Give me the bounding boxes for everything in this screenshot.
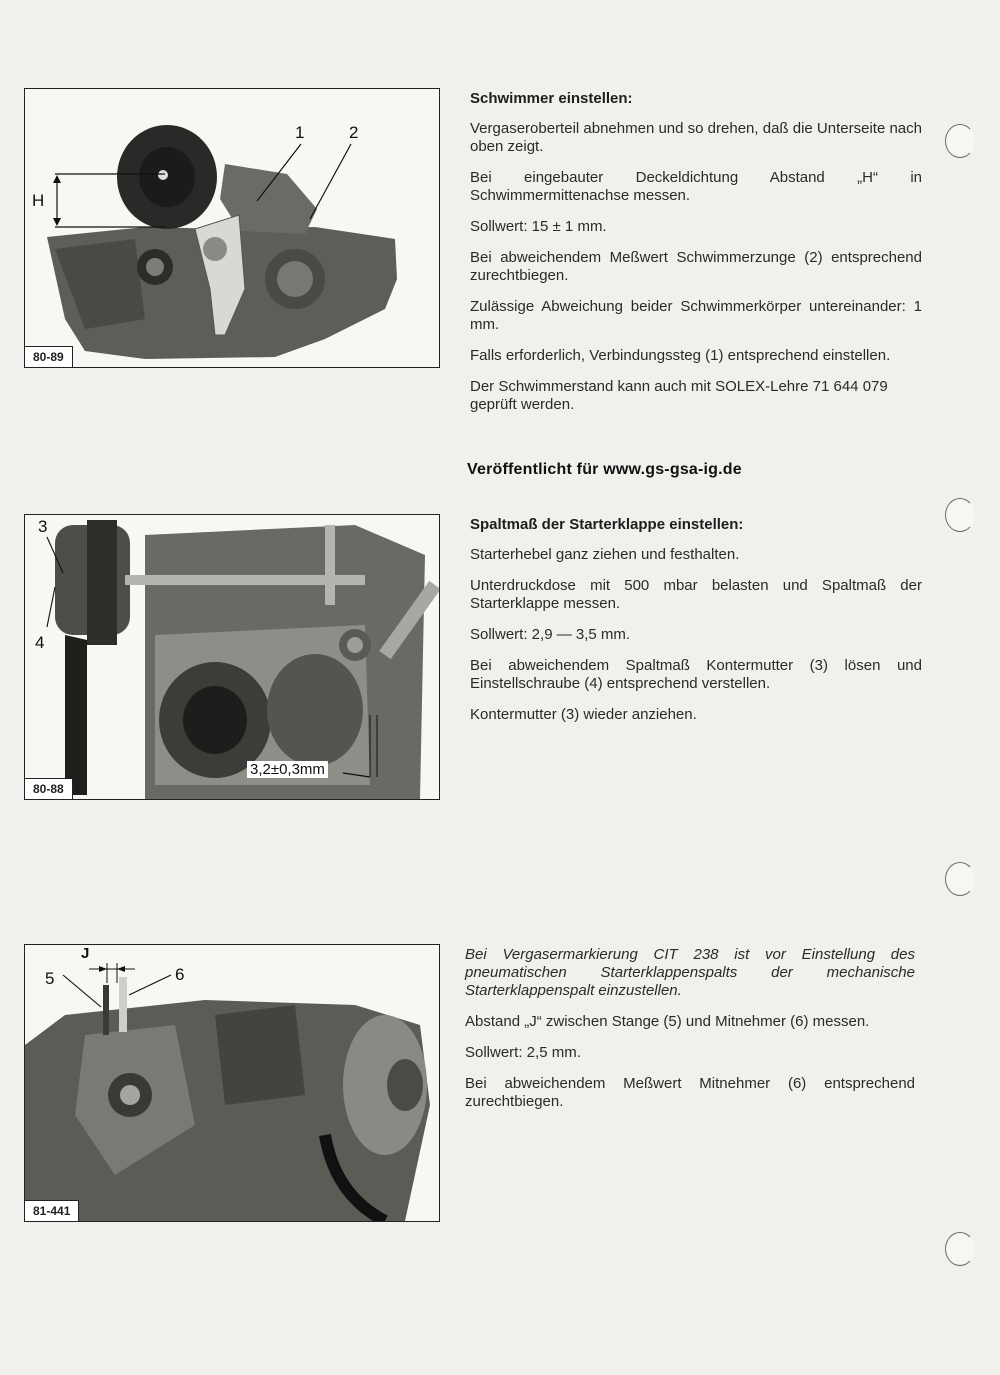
punch-hole-decor xyxy=(945,124,975,158)
paragraph: Der Schwimmerstand kann auch mit SOLEX-Lehre 71 644 079 geprüft werden. xyxy=(470,378,888,413)
callout-2: 2 xyxy=(349,123,359,142)
carburetor-photo-mechanical xyxy=(25,945,439,1221)
callout-1: 1 xyxy=(295,123,305,142)
figure-label-81-441: 81-441 xyxy=(24,1200,79,1222)
paragraph: Sollwert: 15 ± 1 mm. xyxy=(470,218,607,235)
italic-note: Bei Vergasermarkierung CIT 238 ist vor Einstellung des pneumatischen Starterklappenspalts der mechanische Starterklappenspalt einzustellen. xyxy=(465,946,915,999)
heading-float-adjustment: Schwimmer einstellen: xyxy=(470,90,633,107)
figure-mechanical-choke xyxy=(24,944,440,1222)
callout-h: H xyxy=(32,191,45,210)
paragraph: Sollwert: 2,9 — 3,5 mm. xyxy=(470,626,631,643)
paragraph: Kontermutter (3) wieder anziehen. xyxy=(470,706,697,723)
paragraph: Bei abweichendem Meßwert Mitnehmer (6) entsprechend zurechtbiegen. xyxy=(465,1075,915,1110)
figure-label-80-89: 80-89 xyxy=(24,346,73,368)
paragraph: Bei abweichendem Spaltmaß Kontermutter (3) lösen und Einstellschraube (4) entsprechend verstellen. xyxy=(470,657,922,692)
heading-choke-gap: Spaltmaß der Starterklappe einstellen: xyxy=(470,516,744,533)
publisher-note: Veröffentlicht für www.gs-gsa-ig.de xyxy=(467,461,742,478)
section-float-text xyxy=(470,90,922,427)
section-choke-text xyxy=(470,516,922,737)
punch-hole-decor xyxy=(945,498,975,532)
measure-label-gap: 3,2±0,3mm xyxy=(247,761,328,778)
callout-j: J xyxy=(81,945,90,962)
paragraph: Abstand „J“ zwischen Stange (5) und Mitnehmer (6) messen. xyxy=(465,1013,870,1030)
punch-hole-decor xyxy=(945,1232,975,1266)
carburetor-photo-choke xyxy=(25,515,439,799)
figure-label-80-88: 80-88 xyxy=(24,778,73,800)
callout-4: 4 xyxy=(35,633,45,652)
callout-5: 5 xyxy=(45,969,55,988)
paragraph: Falls erforderlich, Verbindungssteg (1) entsprechend einstellen. xyxy=(470,347,891,364)
carburetor-photo-float xyxy=(25,89,439,367)
callout-3: 3 xyxy=(38,517,48,536)
paragraph: Bei eingebauter Deckeldichtung Abstand „H“ in Schwimmermittenachse messen. xyxy=(470,169,922,204)
paragraph: Starterhebel ganz ziehen und festhalten. xyxy=(470,546,740,563)
callout-6: 6 xyxy=(175,965,185,984)
paragraph: Zulässige Abweichung beider Schwimmerkörper untereinander: 1 mm. xyxy=(470,298,922,333)
section-mechanical-text xyxy=(465,946,915,1124)
paragraph: Vergaseroberteil abnehmen und so drehen, daß die Unterseite nach oben zeigt. xyxy=(470,120,922,155)
paragraph: Unterdruckdose mit 500 mbar belasten und Spaltmaß der Starterklappe messen. xyxy=(470,577,922,612)
paragraph: Bei abweichendem Meßwert Schwimmerzunge (2) entsprechend zurechtbiegen. xyxy=(470,249,922,284)
paragraph: Sollwert: 2,5 mm. xyxy=(465,1044,581,1061)
figure-choke-gap xyxy=(24,514,440,800)
figure-float-adjustment xyxy=(24,88,440,368)
punch-hole-decor xyxy=(945,862,975,896)
